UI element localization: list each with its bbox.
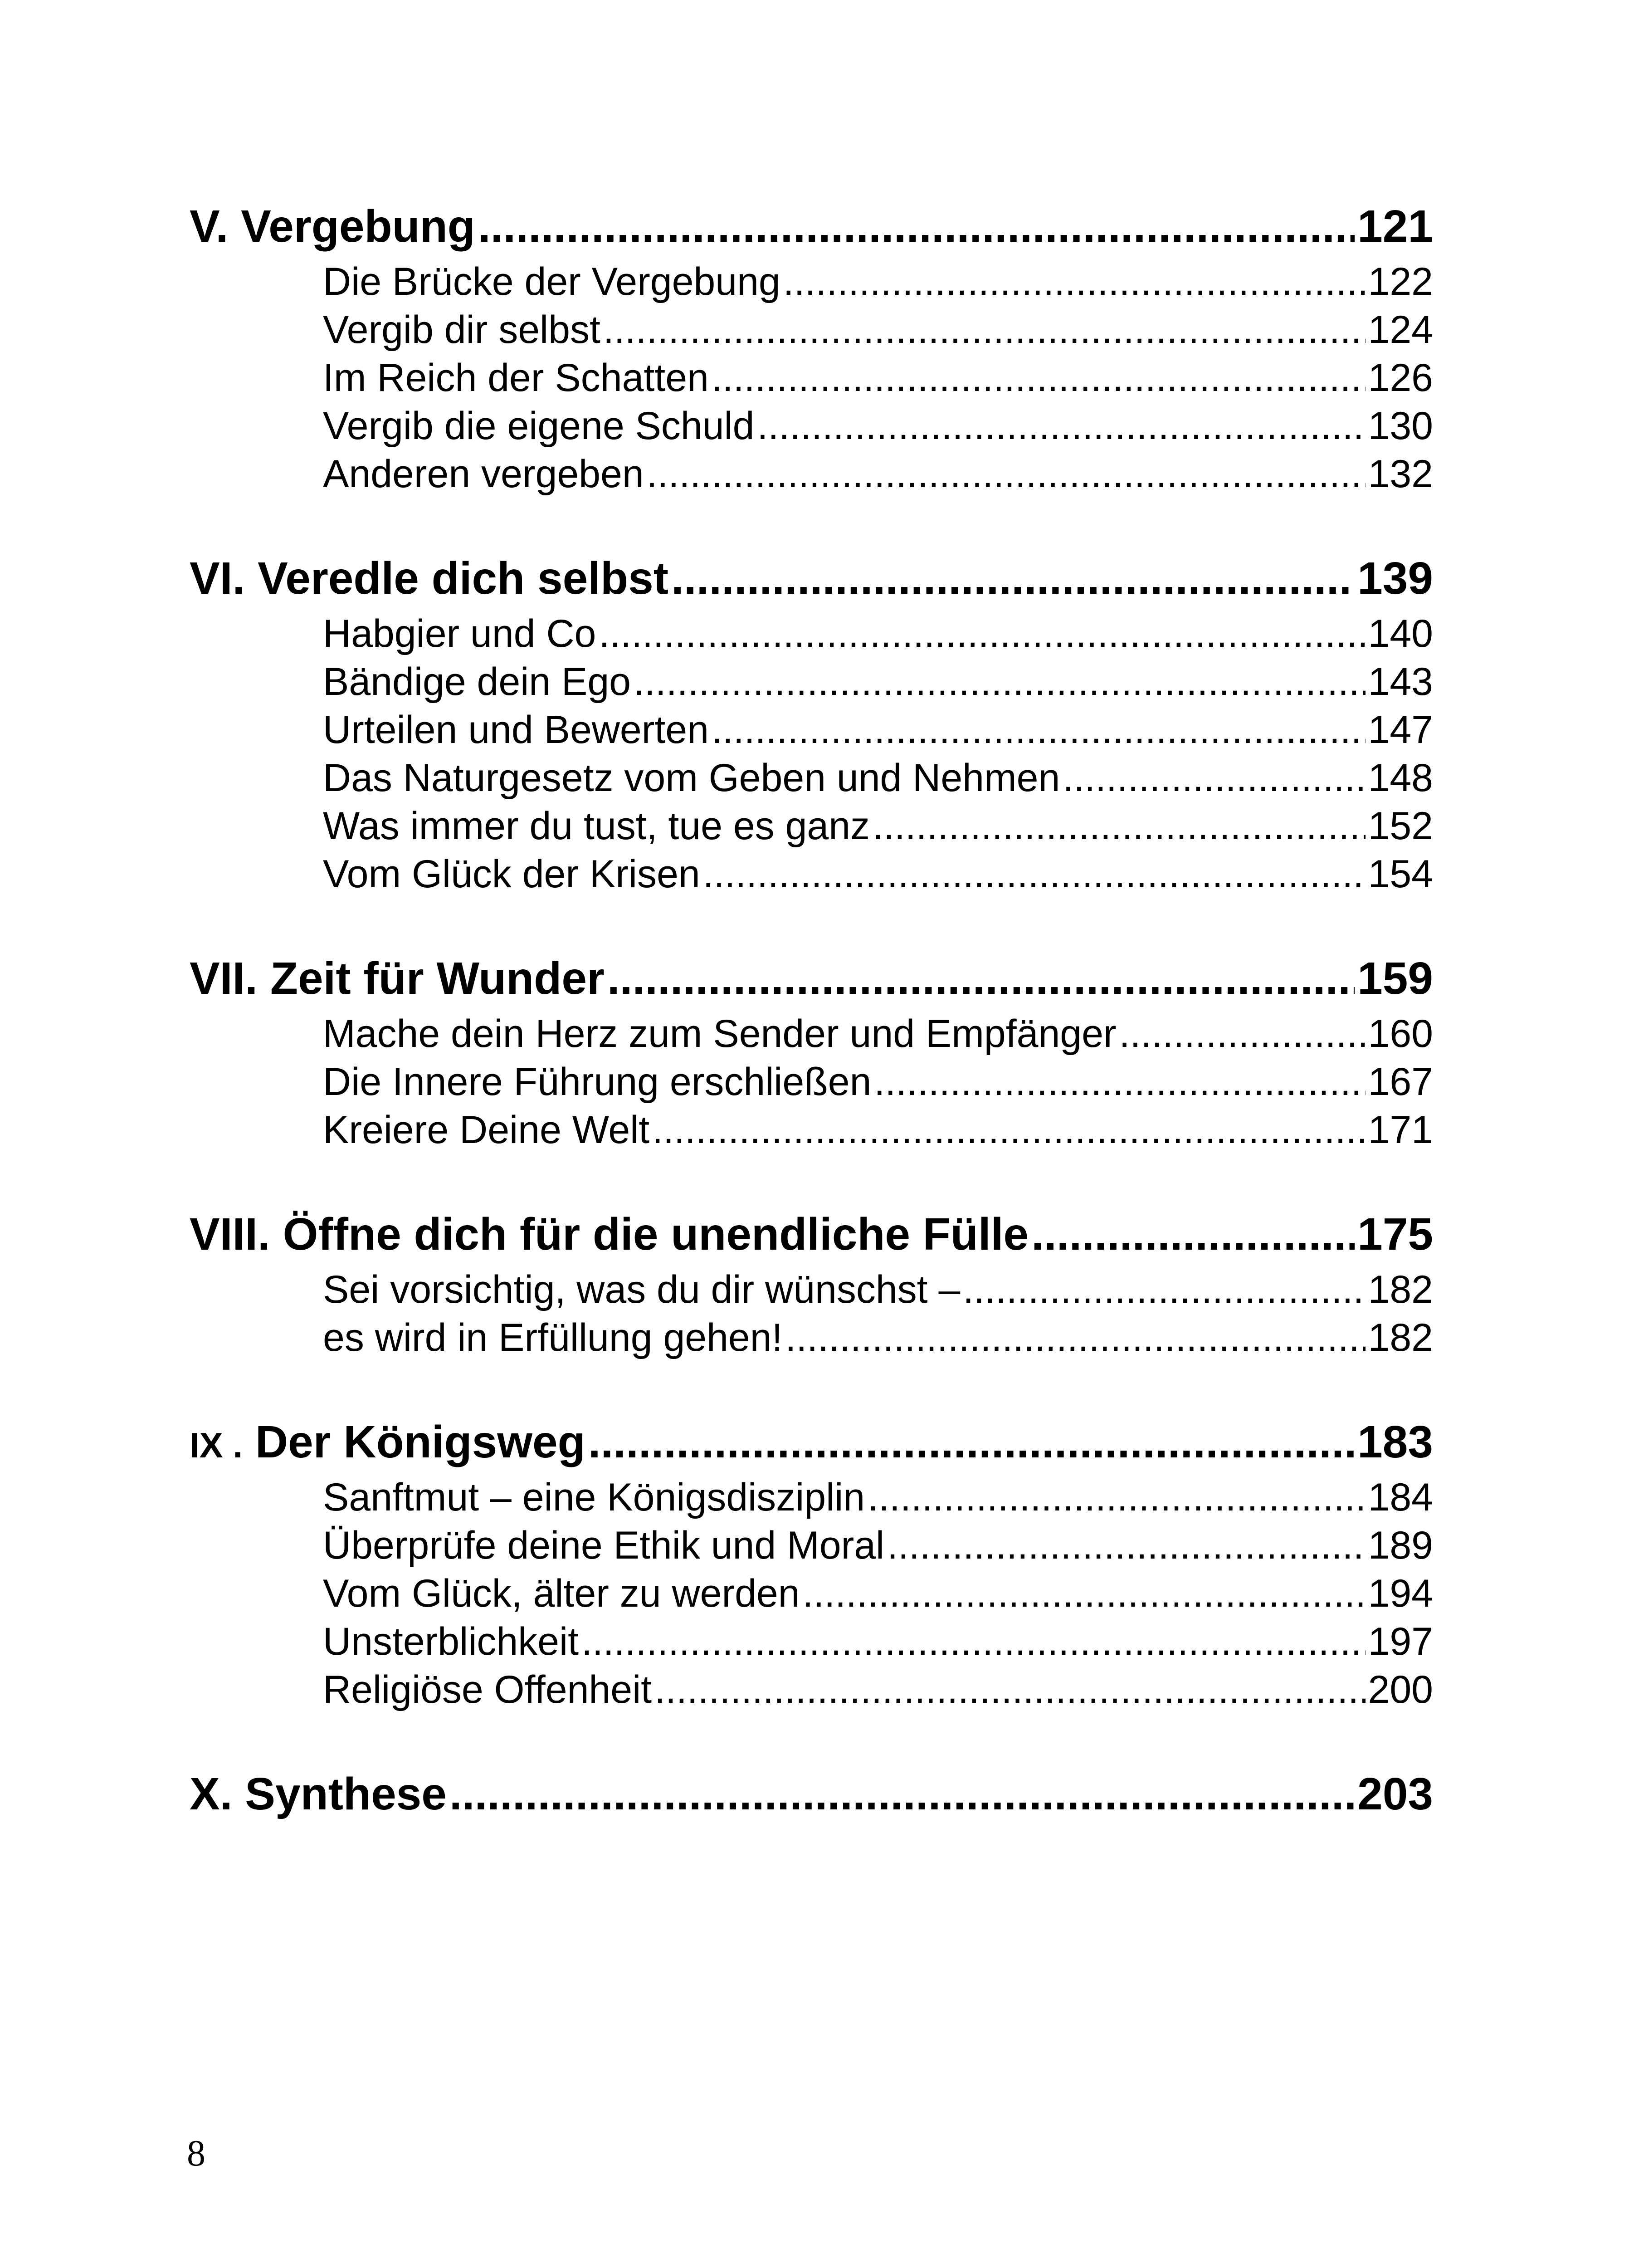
chapter-heading — [190, 1203, 1433, 1266]
chapter-5 — [190, 195, 1433, 498]
section-title: Vergib die eigene Schuld — [323, 404, 755, 448]
section-entry — [323, 1106, 1433, 1154]
section-title: Überprüfe deine Ethik und Moral — [323, 1524, 885, 1567]
section-page: 154 — [1368, 852, 1433, 896]
section-page: 200 — [1368, 1668, 1433, 1711]
section-entry — [323, 1521, 1433, 1569]
section-title: Religiöse Offenheit — [323, 1668, 652, 1711]
chapter-number: VI. — [190, 553, 245, 604]
table-of-contents — [190, 195, 1433, 1874]
section-entry — [323, 354, 1433, 402]
section-page: 167 — [1368, 1060, 1433, 1104]
leader-dots — [703, 850, 1366, 898]
chapter-page: 121 — [1357, 201, 1433, 252]
chapter-number: VII. — [190, 953, 258, 1004]
section-entry — [323, 1314, 1433, 1362]
section-entry — [323, 1666, 1433, 1714]
section-title: Vom Glück der Krisen — [323, 852, 700, 896]
leader-dots — [712, 354, 1366, 402]
leader-dots — [478, 195, 1355, 258]
section-entry — [323, 754, 1433, 802]
section-entry — [323, 802, 1433, 850]
section-page: 132 — [1368, 452, 1433, 496]
section-entry — [323, 706, 1433, 754]
section-entry — [323, 610, 1433, 658]
section-title: Unsterblichkeit — [323, 1620, 579, 1663]
chapter-title: Synthese — [245, 1769, 447, 1819]
section-page: 148 — [1368, 756, 1433, 800]
section-entry — [323, 1618, 1433, 1666]
chapter-number: VIII. — [190, 1209, 270, 1260]
section-title: Mache dein Herz zum Sender und Empfänger — [323, 1012, 1117, 1056]
section-entry — [323, 258, 1433, 306]
chapter-number: X. — [190, 1769, 233, 1819]
page-number: 8 — [187, 2132, 205, 2174]
section-page: 124 — [1368, 308, 1433, 352]
leader-dots — [1031, 1203, 1355, 1266]
leader-dots — [887, 1521, 1365, 1569]
leader-dots — [588, 1411, 1355, 1473]
section-title: Das Naturgesetz vom Geben und Nehmen — [323, 756, 1060, 800]
section-title: Die Innere Führung erschließen — [323, 1060, 872, 1104]
section-page: 197 — [1368, 1620, 1433, 1663]
section-page: 194 — [1368, 1572, 1433, 1615]
section-page: 189 — [1368, 1524, 1433, 1567]
chapter-9 — [190, 1411, 1433, 1714]
leader-dots — [868, 1473, 1365, 1521]
section-entry — [323, 658, 1433, 706]
chapter-title: Öffne dich für die unendliche Fülle — [283, 1209, 1029, 1260]
leader-dots — [963, 1266, 1365, 1314]
section-title: Vergib dir selbst — [323, 308, 600, 352]
section-page: 182 — [1368, 1316, 1433, 1359]
chapter-heading — [190, 1763, 1433, 1825]
leader-dots — [873, 802, 1365, 850]
chapter-number: V. — [190, 201, 229, 252]
leader-dots — [647, 450, 1366, 498]
leader-dots — [671, 547, 1355, 610]
section-title: Im Reich der Schatten — [323, 356, 709, 400]
chapter-page: 139 — [1357, 553, 1433, 604]
section-entry — [323, 1058, 1433, 1106]
section-entry — [323, 1569, 1433, 1618]
chapter-page: 203 — [1357, 1769, 1433, 1819]
section-title: Habgier und Co — [323, 612, 596, 655]
section-entry — [323, 850, 1433, 898]
chapter-number: IX . — [190, 1425, 243, 1465]
section-page: 130 — [1368, 404, 1433, 448]
section-entry — [323, 1010, 1433, 1058]
section-page: 122 — [1368, 260, 1433, 303]
chapter-7 — [190, 947, 1433, 1154]
leader-dots — [1119, 1010, 1366, 1058]
leader-dots — [785, 1314, 1365, 1362]
section-title: Kreiere Deine Welt — [323, 1108, 650, 1152]
leader-dots — [581, 1618, 1366, 1666]
chapter-page: 183 — [1357, 1417, 1433, 1467]
chapter-page: 175 — [1357, 1209, 1433, 1260]
section-page: 171 — [1368, 1108, 1433, 1152]
section-title: es wird in Erfüllung gehen! — [323, 1316, 783, 1359]
leader-dots — [654, 1666, 1365, 1714]
leader-dots — [599, 610, 1365, 658]
section-title: Sanftmut – eine Königsdisziplin — [323, 1476, 865, 1519]
chapter-6 — [190, 547, 1433, 898]
chapter-title: Vergebung — [241, 201, 475, 252]
section-title: Was immer du tust, tue es ganz — [323, 804, 870, 848]
section-entry — [323, 306, 1433, 354]
section-page: 126 — [1368, 356, 1433, 400]
chapter-10 — [190, 1763, 1433, 1825]
chapter-title: Der Königsweg — [255, 1417, 585, 1467]
leader-dots — [449, 1763, 1355, 1825]
leader-dots — [712, 706, 1366, 754]
chapter-8 — [190, 1203, 1433, 1362]
section-page: 182 — [1368, 1268, 1433, 1311]
section-page: 160 — [1368, 1012, 1433, 1056]
chapter-heading — [190, 547, 1433, 610]
section-title: Bändige dein Ego — [323, 660, 631, 704]
leader-dots — [803, 1569, 1366, 1618]
section-title: Vom Glück, älter zu werden — [323, 1572, 800, 1615]
section-page: 140 — [1368, 612, 1433, 655]
leader-dots — [634, 658, 1365, 706]
chapter-page: 159 — [1357, 953, 1433, 1004]
chapter-heading — [190, 947, 1433, 1010]
leader-dots — [1063, 754, 1365, 802]
chapter-title: Zeit für Wunder — [270, 953, 605, 1004]
section-page: 147 — [1368, 708, 1433, 752]
chapter-title: Veredle dich selbst — [258, 553, 669, 604]
section-title: Sei vorsichtig, was du dir wünschst – — [323, 1268, 961, 1311]
section-title: Die Brücke der Vergebung — [323, 260, 780, 303]
chapter-heading — [190, 1411, 1433, 1473]
chapter-heading — [190, 195, 1433, 258]
leader-dots — [874, 1058, 1365, 1106]
section-entry — [323, 1266, 1433, 1314]
leader-dots — [652, 1106, 1365, 1154]
section-page: 152 — [1368, 804, 1433, 848]
section-title: Urteilen und Bewerten — [323, 708, 709, 752]
section-entry — [323, 402, 1433, 450]
section-page: 143 — [1368, 660, 1433, 704]
section-entry — [323, 450, 1433, 498]
section-page: 184 — [1368, 1476, 1433, 1519]
leader-dots — [603, 306, 1366, 354]
leader-dots — [757, 402, 1366, 450]
leader-dots — [607, 947, 1355, 1010]
leader-dots — [783, 258, 1366, 306]
section-entry — [323, 1473, 1433, 1521]
section-title: Anderen vergeben — [323, 452, 644, 496]
